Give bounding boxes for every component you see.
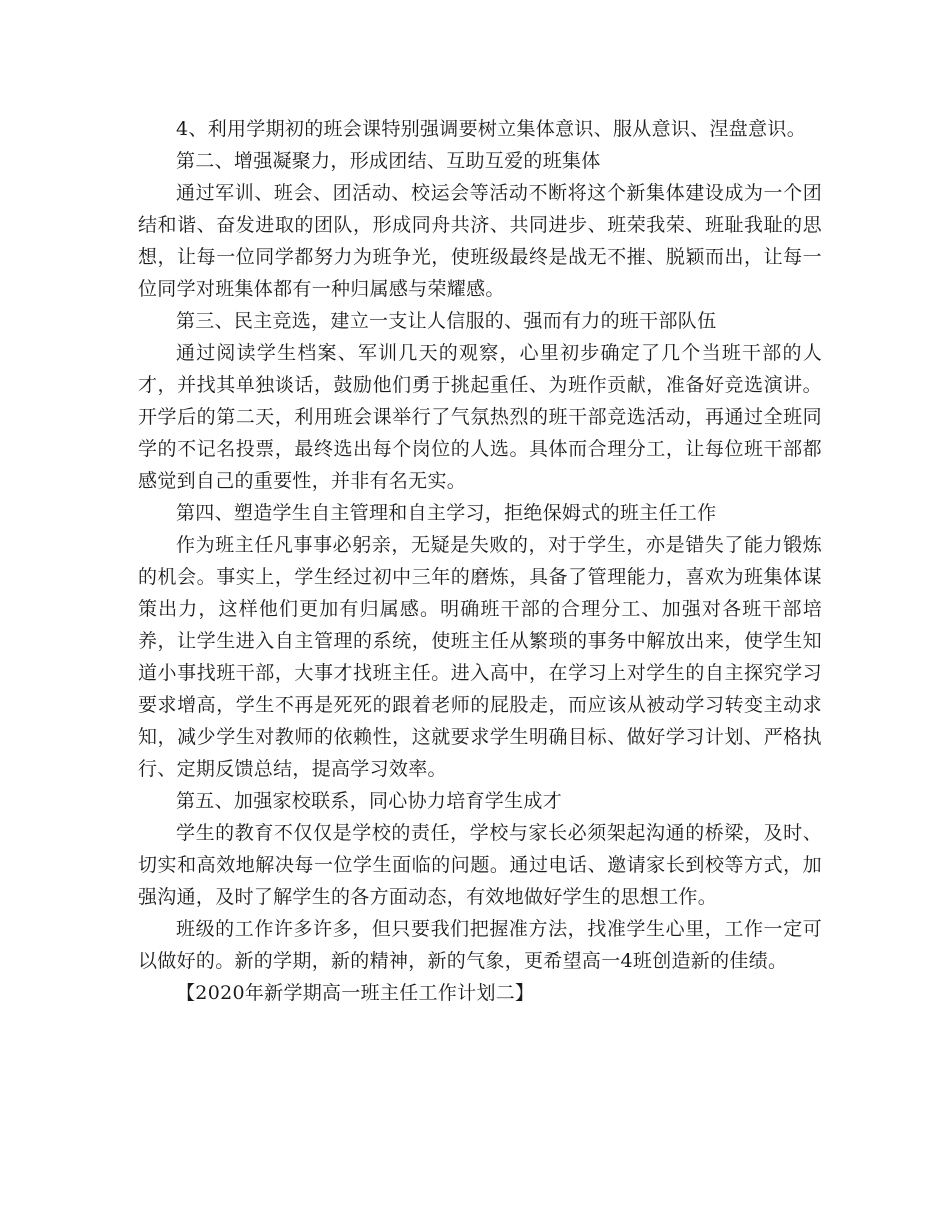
next-plan-title: 【2020年新学期高一班主任工作计划二】	[176, 982, 535, 1004]
paragraph-conclusion: 班级的工作许多许多，但只要我们把握准方法，找准学生心里，工作一定可以做好的。新的学期，新的精神，新的气象，更希望高一4班创造新的佳绩。	[138, 918, 822, 972]
section-heading-5: 第五、加强家校联系，同心协力培育学生成才	[176, 790, 563, 812]
document-body	[138, 113, 822, 1009]
section-heading-3: 第三、民主竞选，建立一支让人信服的、强而有力的班干部队伍	[176, 310, 717, 332]
paragraph-home-school: 学生的教育不仅仅是学校的责任，学校与家长必须架起沟通的桥梁，及时、切实和高效地解决每一位学生面临的问题。通过电话、邀请家长到校等方式，加强沟通，及时了解学生的各方面动态，有效地做好学生的思想工作。	[138, 822, 822, 908]
paragraph-cohesion: 通过军训、班会、团活动、校运会等活动不断将这个新集体建设成为一个团结和谐、奋发进取的团队，形成同舟共济、共同进步、班荣我荣、班耻我耻的思想，让每一位同学都努力为班争光，使班级最终是战无不摧、脱颖而出，让每一位同学对班集体都有一种归属感与荣耀感。	[138, 182, 822, 300]
paragraph-election: 通过阅读学生档案、军训几天的观察，心里初步确定了几个当班干部的人才，并找其单独谈话，鼓励他们勇于挑起重任、为班作贡献，准备好竞选演讲。开学后的第二天，利用班会课举行了气氛热烈的班干部竞选活动，再通过全班同学的不记名投票，最终选出每个岗位的人选。具体而合理分工，让每位班干部都感觉到自己的重要性，并非有名无实。	[138, 342, 822, 492]
section-heading-4: 第四、塑造学生自主管理和自主学习，拒绝保姆式的班主任工作	[176, 502, 717, 524]
section-heading-2: 第二、增强凝聚力，形成团结、互助互爱的班集体	[176, 150, 601, 172]
paragraph-item-4: 4、利用学期初的班会课特别强调要树立集体意识、服从意识、涅盘意识。	[176, 118, 806, 140]
paragraph-self-management: 作为班主任凡事事必躬亲，无疑是失败的，对于学生，亦是错失了能力锻炼的机会。事实上，学生经过初中三年的磨炼，具备了管理能力，喜欢为班集体谋策出力，这样他们更加有归属感。明确班干部的合理分工、加强对各班干部培养，让学生进入自主管理的系统，使班主任从繁琐的事务中解放出来，使学生知道小事找班干部，大事才找班主任。进入高中，在学习上对学生的自主探究学习要求增高，学生不再是死死的跟着老师的屁股走，而应该从被动学习转变主动求知，减少学生对教师的依赖性，这就要求学生明确目标、做好学习计划、严格执行、定期反馈总结，提高学习效率。	[138, 534, 822, 780]
